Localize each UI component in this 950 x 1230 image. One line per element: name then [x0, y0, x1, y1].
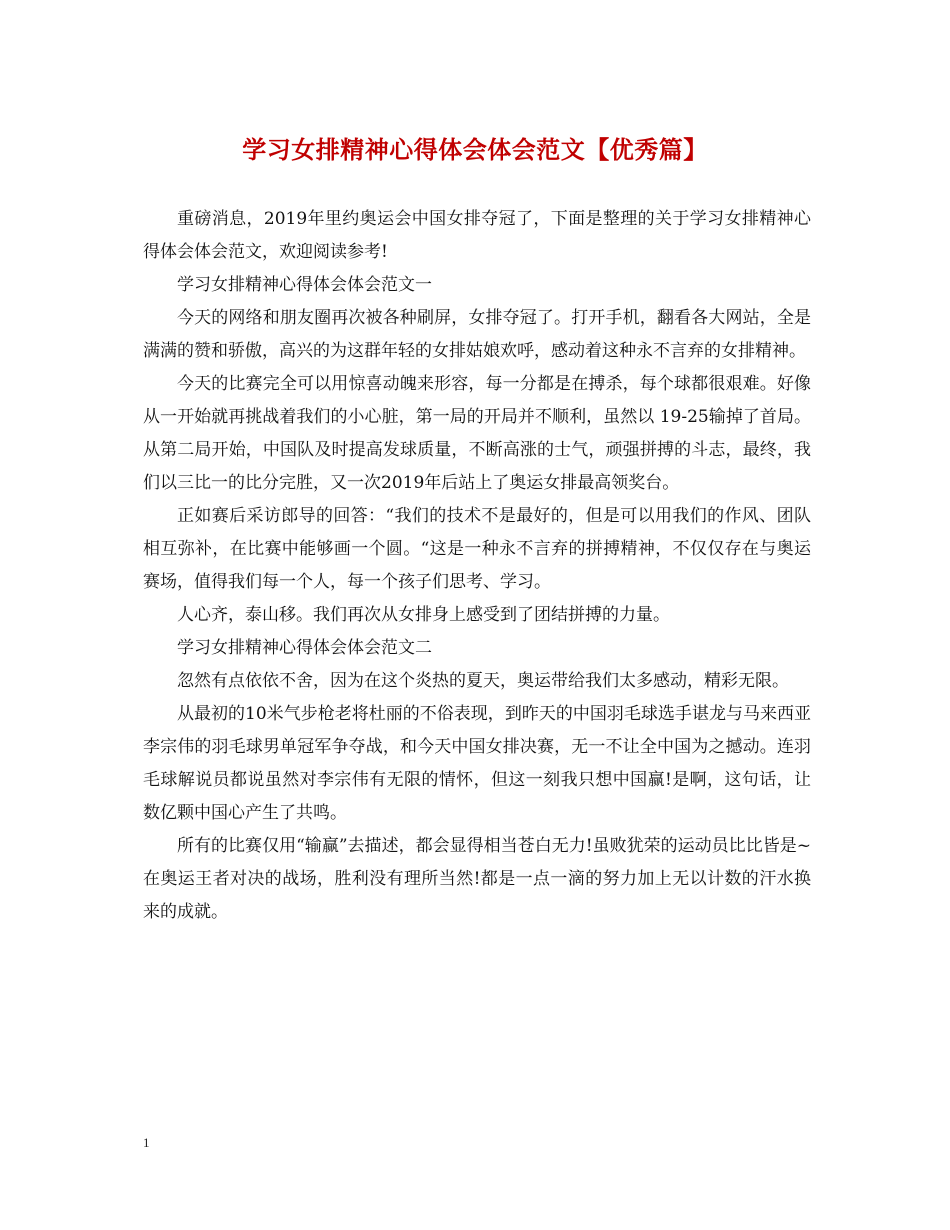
- page-number: 1: [143, 1135, 150, 1150]
- paragraph: 今天的网络和朋友圈再次被各种刷屏，女排夺冠了。打开手机，翻看各大网站，全是满满的赞和骄傲，高兴的为这群年轻的女排姑娘欢呼，感动着这种永不言弃的女排精神。: [143, 308, 811, 361]
- paragraph: 所有的比赛仅用“输赢”去描述，都会显得相当苍白无力!虽败犹荣的运动员比比皆是~在奥运王者对决的战场，胜利没有理所当然!都是一点一滴的努力加上无以计数的汗水换来的成就。: [143, 836, 811, 922]
- paragraph: 正如赛后采访郎导的回答：“我们的技术不是最好的，但是可以用我们的作风、团队相互弥补，在比赛中能够画一个圆。“这是一种永不言弃的拼搏精神，不仅仅存在与奥运赛场，值得我们每一个人，每一个孩子们思考、学习。: [143, 506, 811, 592]
- paragraph: 今天的比赛完全可以用惊喜动魄来形容，每一分都是在搏杀，每个球都很艰难。好像从一开始就再挑战着我们的小心脏，第一局的开局并不顺利，虽然以 19-25输掉了首局。从第二局开始，中国队及时提高发球质量，不断高涨的士气，顽强拼搏的斗志，最终，我们以三比一的比分完胜，又一次2019年后站上了奥运女排最高领奖台。: [143, 374, 811, 493]
- document-title: 学习女排精神心得体会体会范文【优秀篇】: [242, 135, 708, 164]
- document-body: [143, 203, 811, 929]
- section-heading-1: 学习女排精神心得体会体会范文一: [177, 275, 432, 295]
- section-heading-2: 学习女排精神心得体会体会范文二: [177, 638, 432, 658]
- paragraph: 人心齐，泰山移。我们再次从女排身上感受到了团结拼搏的力量。: [177, 605, 670, 625]
- paragraph: 从最初的10米气步枪老将杜丽的不俗表现，到昨天的中国羽毛球选手谌龙与马来西亚李宗伟的羽毛球男单冠军争夺战，和今天中国女排决赛，无一不让全中国为之撼动。连羽毛球解说员都说虽然对李宗伟有无限的情怀，但这一刻我只想中国赢!是啊，这句话，让数亿颗中国心产生了共鸣。: [143, 704, 811, 823]
- paragraph: 忽然有点依依不舍，因为在这个炎热的夏天，奥运带给我们太多感动，精彩无限。: [177, 671, 789, 691]
- paragraph-intro: 重磅消息，2019年里约奥运会中国女排夺冠了，下面是整理的关于学习女排精神心得体会体会范文，欢迎阅读参考!: [143, 209, 811, 262]
